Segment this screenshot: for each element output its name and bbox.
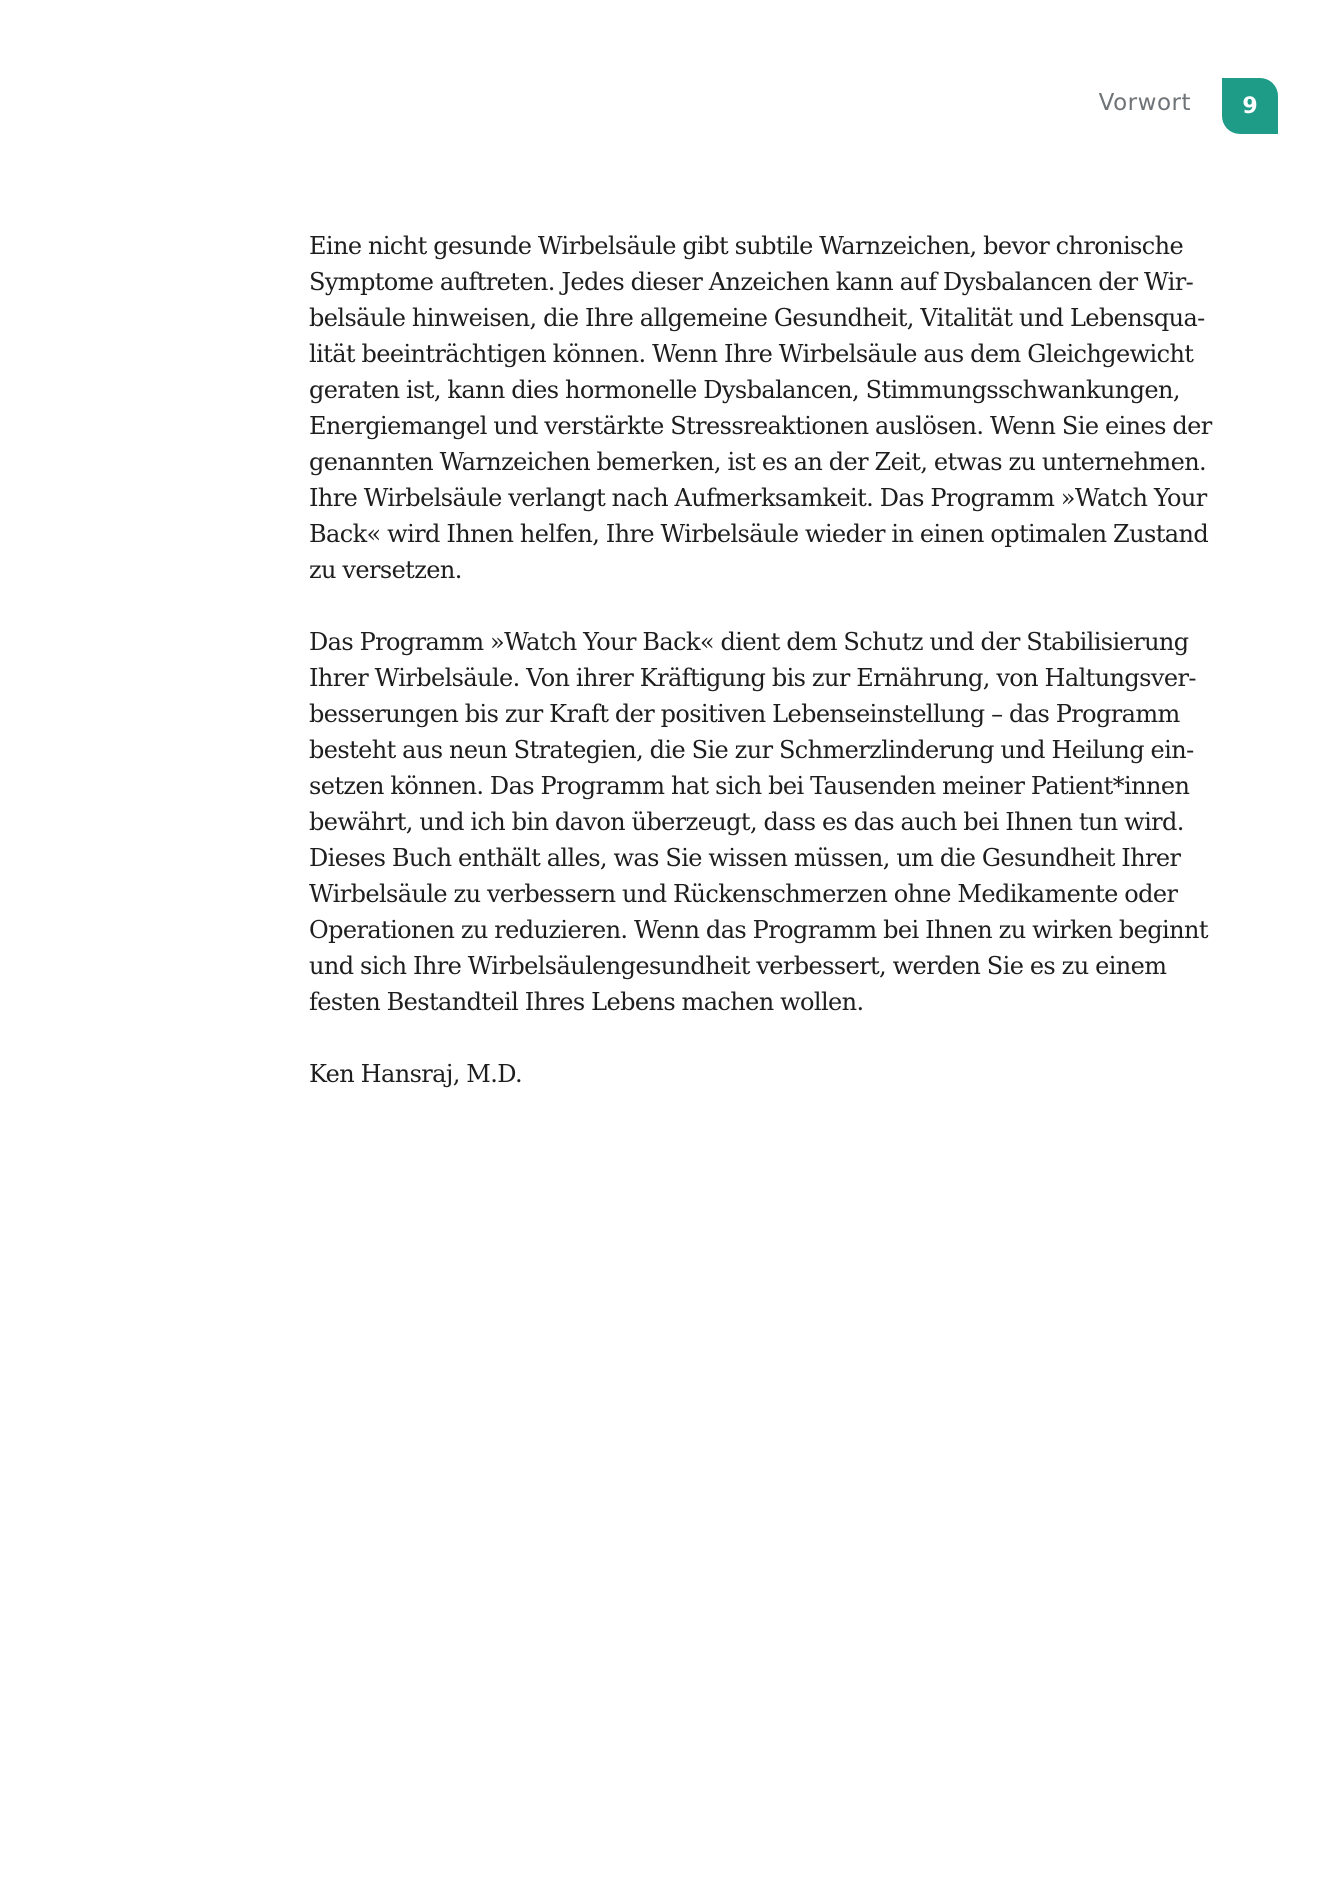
text-line: genannten Warnzeichen bemerken, ist es an der Zeit, etwas zu unternehmen. — [309, 448, 1207, 476]
text-line: Symptome auftreten. Jedes dieser Anzeichen kann auf Dysbalancen der Wir- — [309, 268, 1194, 296]
text-line: lität beeinträchtigen können. Wenn Ihre Wirbelsäule aus dem Gleichgewicht — [309, 340, 1194, 368]
page-number-badge: 9 — [1222, 78, 1278, 134]
paragraph-program — [309, 624, 1208, 1020]
section-title: Vorwort — [1098, 90, 1191, 116]
text-line: bewährt, und ich bin davon überzeugt, dass es das auch bei Ihnen tun wird. — [309, 808, 1184, 836]
text-line: festen Bestandteil Ihres Lebens machen wollen. — [309, 988, 864, 1016]
text-line: setzen können. Das Programm hat sich bei Tausenden meiner Patient*innen — [309, 772, 1190, 800]
text-line: besserungen bis zur Kraft der positiven Lebenseinstellung – das Programm — [309, 700, 1180, 728]
author-name: Ken Hansraj, M.D. — [309, 1060, 523, 1088]
text-line: Das Programm »Watch Your Back« dient dem Schutz und der Stabilisierung — [309, 628, 1189, 656]
paragraph-intro — [309, 228, 1212, 588]
text-line: Operationen zu reduzieren. Wenn das Programm bei Ihnen zu wirken beginnt — [309, 916, 1208, 944]
text-line: belsäule hinweisen, die Ihre allgemeine Gesundheit, Vitalität und Lebensqua- — [309, 304, 1205, 332]
text-line: zu versetzen. — [309, 556, 462, 584]
body-text — [309, 228, 1212, 1128]
author-signature — [309, 1056, 1199, 1092]
text-line: und sich Ihre Wirbelsäulengesundheit verbessert, werden Sie es zu einem — [309, 952, 1167, 980]
text-line: Ihre Wirbelsäule verlangt nach Aufmerksamkeit. Das Programm »Watch Your — [309, 484, 1207, 512]
text-line: geraten ist, kann dies hormonelle Dysbalancen, Stimmungsschwankungen, — [309, 376, 1180, 404]
text-line: Energiemangel und verstärkte Stressreaktionen auslösen. Wenn Sie eines der — [309, 412, 1212, 440]
text-line: Ihrer Wirbelsäule. Von ihrer Kräftigung bis zur Ernährung, von Haltungsver- — [309, 664, 1196, 692]
text-line: Dieses Buch enthält alles, was Sie wissen müssen, um die Gesundheit Ihrer — [309, 844, 1181, 872]
text-line: besteht aus neun Strategien, die Sie zur Schmerzlinderung und Heilung ein- — [309, 736, 1194, 764]
text-line: Wirbelsäule zu verbessern und Rückenschmerzen ohne Medikamente oder — [309, 880, 1178, 908]
text-line: Back« wird Ihnen helfen, Ihre Wirbelsäule wieder in einen optimalen Zustand — [309, 520, 1209, 548]
text-line: Eine nicht gesunde Wirbelsäule gibt subtile Warnzeichen, bevor chronische — [309, 232, 1184, 260]
